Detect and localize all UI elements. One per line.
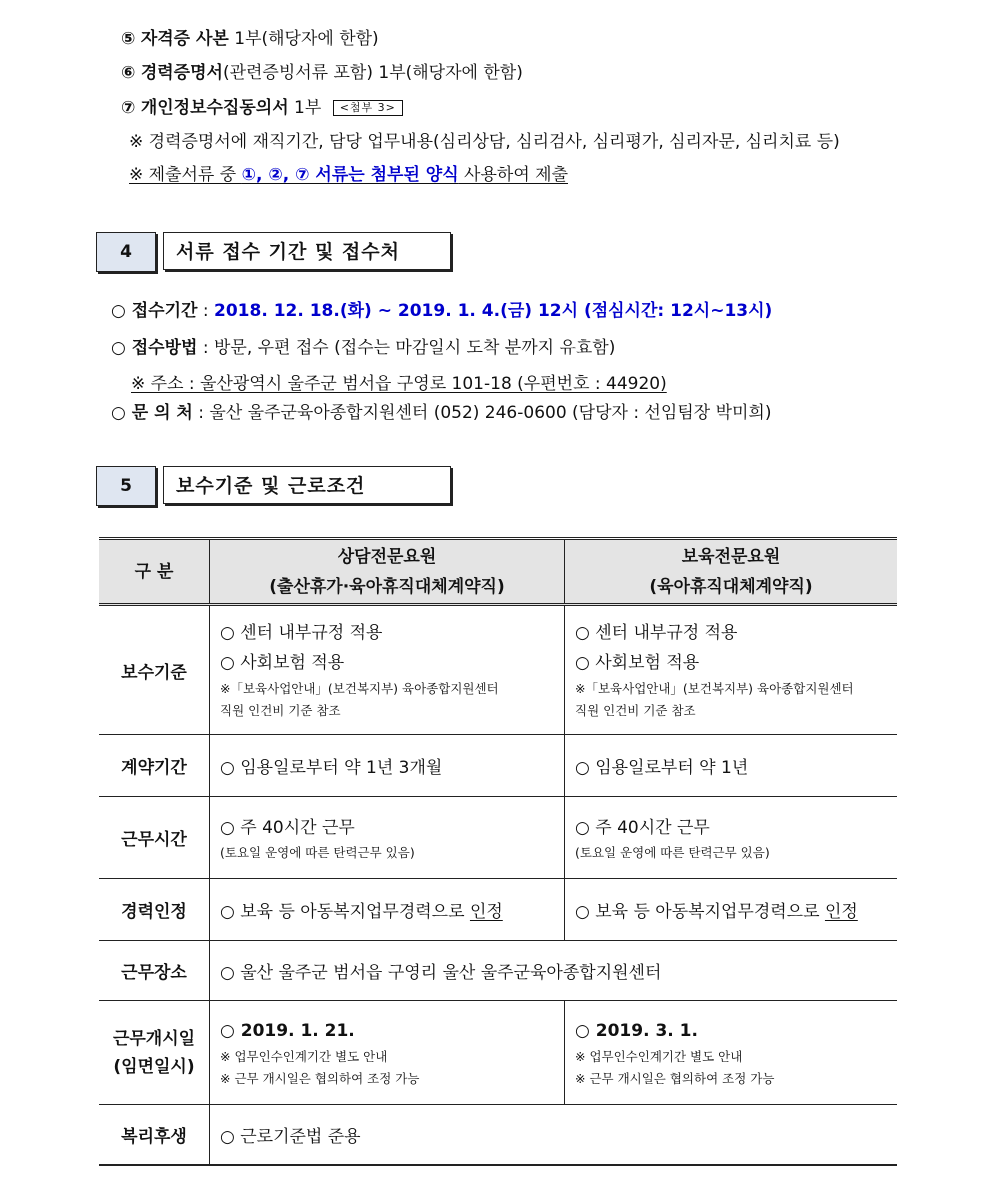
attachment-tag: <첨부 3>	[333, 100, 403, 116]
item-5-rest: 1부(해당자에 한함)	[234, 29, 379, 49]
row-start	[99, 1001, 897, 1105]
cell-line: ○ 센터 내부규정 적용	[575, 623, 738, 643]
header-counselor-title: 상담전문요원	[337, 546, 437, 567]
section-5-number: 5	[96, 466, 156, 506]
cell-note: ※「보육사업안내」(보건복지부) 육아종합지원센터	[220, 681, 499, 696]
contact-value: : 울산 울주군육아종합지원센터 (052) 246-0600 (담당자 : 선임팀장 박미희)	[192, 403, 772, 423]
header-childcare-title: 보육전문요원	[681, 546, 781, 567]
header-childcare-type: (육아휴직대체계약직)	[649, 576, 813, 597]
cell-note: ※ 업무인수인계기간 별도 안내	[575, 1048, 743, 1064]
start-label-2: (임면일시)	[113, 1056, 195, 1077]
cell-note: ※ 근무 개시일은 협의하여 조정 가능	[575, 1070, 775, 1086]
row-hours	[99, 797, 897, 879]
note-submit	[129, 164, 568, 186]
cell-line: ○ 2019. 3. 1.	[575, 1020, 698, 1041]
row-label: 계약기간	[99, 735, 210, 797]
start-label-1: 근무개시일	[112, 1028, 196, 1049]
row-label	[99, 1001, 210, 1105]
header-childcare	[565, 539, 898, 605]
cell-underline: 인정	[824, 902, 858, 922]
item-5-num: ⑤	[121, 29, 136, 49]
hours-childcare	[565, 797, 898, 879]
item-6	[121, 62, 523, 84]
item-6-num: ⑥	[121, 63, 136, 83]
note-submit-highlight: ①, ②, ⑦ 서류는 첨부된 양식	[241, 165, 459, 185]
item-6-rest: (관련증빙서류 포함) 1부(해당자에 한함)	[222, 63, 523, 83]
receipt-address: ※ 주소 : 울산광역시 울주군 범서읍 구영로 101-18 (우편번호 : 44920)	[131, 374, 667, 394]
welfare-value: ○ 근로기준법 준용	[210, 1105, 898, 1165]
receipt-period-label: ○ 접수기간	[111, 301, 198, 321]
header-category: 구 분	[99, 539, 210, 605]
cell-note: (토요일 운영에 따른 탄력근무 있음)	[220, 844, 415, 860]
career-counselor	[210, 879, 565, 941]
section-4-title: 서류 접수 기간 및 접수처	[163, 232, 451, 270]
row-label: 보수기준	[99, 605, 210, 735]
receipt-period	[111, 300, 772, 322]
cell-line: ○ 주 40시간 근무	[575, 817, 710, 838]
row-welfare	[99, 1105, 897, 1165]
header-counselor-type: (출산휴가·육아휴직대체계약직)	[269, 576, 505, 597]
cell-note: ※「보육사업안내」(보건복지부) 육아종합지원센터	[575, 681, 854, 696]
career-childcare	[565, 879, 898, 941]
row-label: 복리후생	[99, 1105, 210, 1165]
place-value: ○ 울산 울주군 범서읍 구영리 울산 울주군육아종합지원센터	[210, 941, 898, 1001]
pay-childcare	[565, 605, 898, 735]
receipt-method-value: : 방문, 우편 접수 (접수는 마감일시 도착 분까지 유효함)	[197, 338, 616, 358]
header-counselor	[210, 539, 565, 605]
row-label: 근무시간	[99, 797, 210, 879]
start-childcare	[565, 1001, 898, 1105]
cell-note: ※ 근무 개시일은 협의하여 조정 가능	[220, 1070, 420, 1086]
row-pay	[99, 605, 897, 735]
contract-childcare: ○ 임용일로부터 약 1년	[565, 735, 898, 797]
cell-text: ○ 보육 등 아동복지업무경력으로	[575, 902, 825, 922]
row-label: 근무장소	[99, 941, 210, 1001]
note-submit-pre: ※ 제출서류 중	[129, 165, 242, 185]
section-4-number: 4	[96, 232, 156, 272]
item-7-title: 개인정보수집동의서	[140, 98, 289, 118]
contact	[111, 402, 771, 424]
section-5-title: 보수기준 및 근로조건	[163, 466, 451, 504]
receipt-period-sep: :	[197, 301, 214, 321]
receipt-method	[111, 337, 615, 359]
cell-note: (토요일 운영에 따른 탄력근무 있음)	[575, 844, 770, 860]
row-contract	[99, 735, 897, 797]
contact-label: ○ 문 의 처	[111, 403, 193, 423]
conditions-table	[99, 537, 897, 1166]
cell-line: ○ 센터 내부규정 적용	[220, 623, 383, 643]
item-7	[121, 97, 403, 119]
cell-text: ○ 보육 등 아동복지업무경력으로	[220, 902, 470, 922]
note-submit-post: 사용하여 제출	[458, 165, 568, 185]
item-5	[121, 28, 379, 50]
cell-note: 직원 인건비 기준 참조	[575, 703, 696, 718]
cell-line: ○ 사회보험 적용	[220, 653, 345, 673]
note-career: ※ 경력증명서에 재직기간, 담당 업무내용(심리상담, 심리검사, 심리평가, 심리자문, 심리치료 등)	[129, 132, 840, 152]
cell-note: ※ 업무인수인계기간 별도 안내	[220, 1048, 388, 1064]
row-place	[99, 941, 897, 1001]
row-label: 경력인정	[99, 879, 210, 941]
hours-counselor	[210, 797, 565, 879]
cell-underline: 인정	[469, 902, 503, 922]
cell-line: ○ 주 40시간 근무	[220, 817, 355, 838]
cell-line: ○ 사회보험 적용	[575, 653, 700, 673]
receipt-method-label: ○ 접수방법	[111, 338, 198, 358]
item-7-num: ⑦	[121, 98, 136, 118]
cell-note: 직원 인건비 기준 참조	[220, 703, 341, 718]
pay-counselor	[210, 605, 565, 735]
receipt-period-value: 2018. 12. 18.(화) ~ 2019. 1. 4.(금) 12시 (점심시간: 12시~13시)	[214, 301, 773, 321]
cell-line: ○ 2019. 1. 21.	[220, 1020, 355, 1041]
row-career	[99, 879, 897, 941]
item-7-rest: 1부	[294, 98, 322, 118]
item-6-title: 경력증명서	[140, 63, 223, 83]
contract-counselor: ○ 임용일로부터 약 1년 3개월	[210, 735, 565, 797]
table-header-row	[99, 539, 897, 605]
item-5-title: 자격증 사본	[140, 29, 229, 49]
start-counselor	[210, 1001, 565, 1105]
